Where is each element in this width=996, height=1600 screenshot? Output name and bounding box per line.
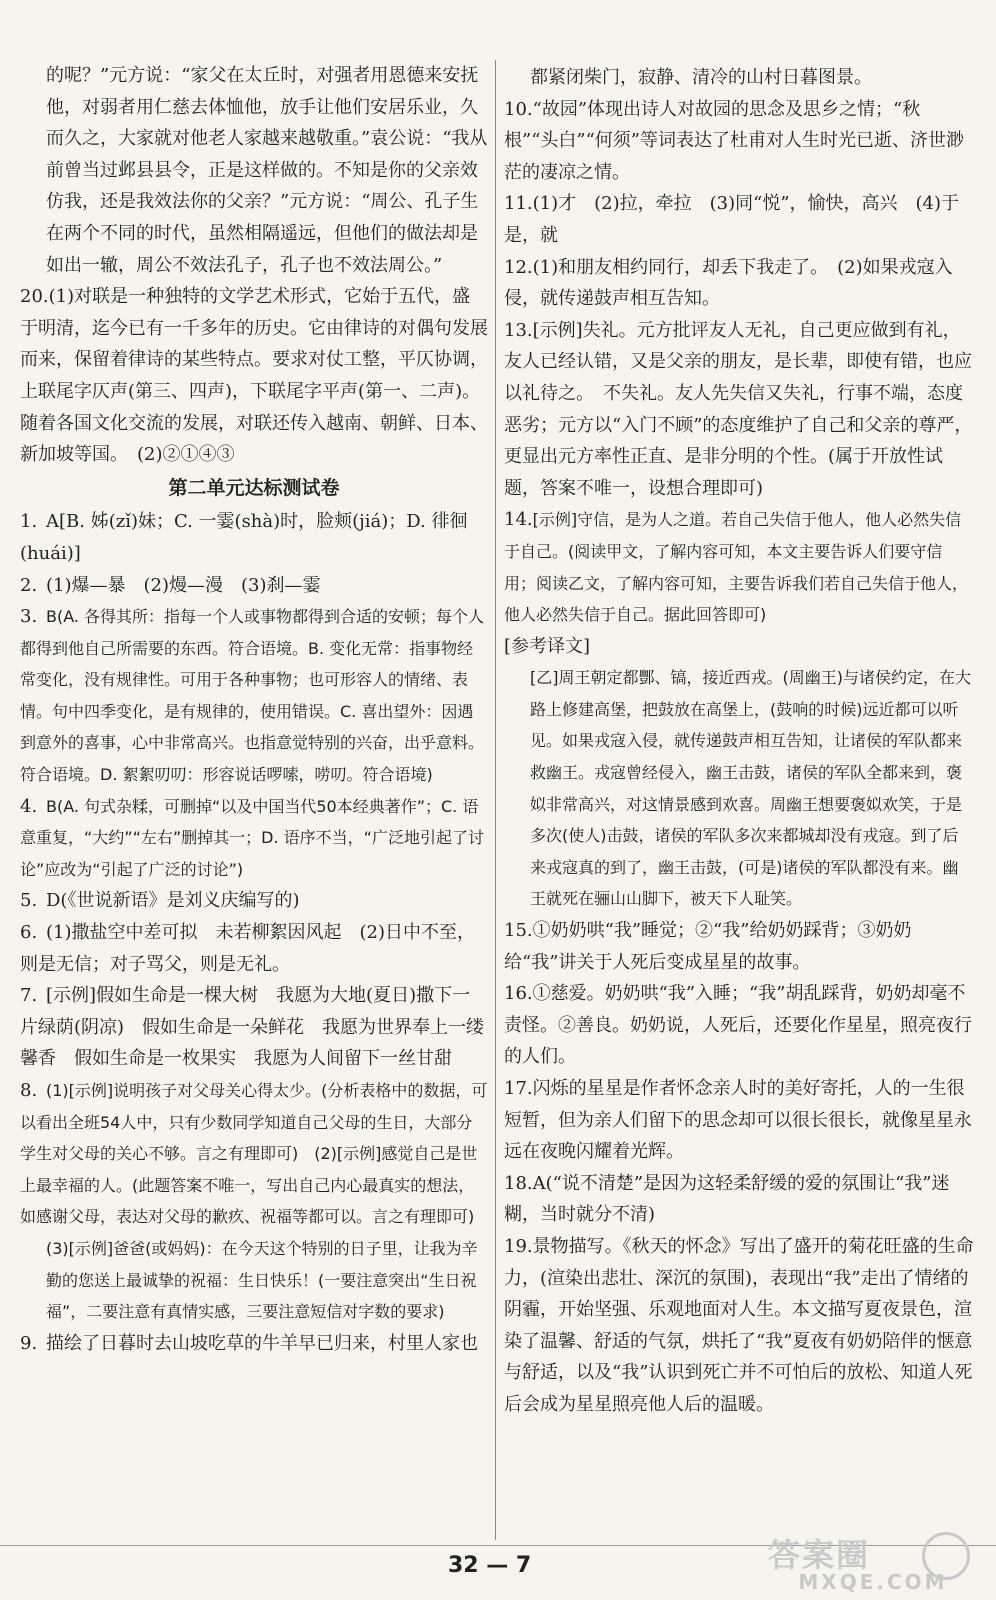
answer-text: A[B. 姊(zǐ)妹；C. 一霎(shà)时，脸颊(jiá)；D. 徘徊(huái)] [20, 511, 468, 564]
answer-text: (1)和朋友相约同行，却丢下我走了。 (2)如果戎寇入侵，就传递鼓声相互告知。 [504, 256, 953, 310]
item-number: 8. [20, 1080, 38, 1101]
answer-item [20, 1233, 488, 1328]
answer-text: (1)[示例]说明孩子对父母关心得太少。(分析表格中的数据，可以看出全班54人中，只有少数同学知道自己父母的生日，大部分学生对父母的关心不够。言之有理即可) (2)[示例]感觉自己是世上最幸福的人。(此题答案不唯一，写出自己内心最真实的想法，如感谢父母，表达对父母的歉疚、祝福等都可以。言之有理即可) [20, 1081, 488, 1227]
answer-item [504, 504, 974, 630]
answer-item [504, 1231, 974, 1421]
item-number: 13. [504, 319, 533, 341]
page-number: 32 — 7 [448, 1553, 532, 1578]
answer-text: (1)才 (2)拉，牵拉 (3)同“悦”，愉快，高兴 (4)于是，就 [504, 193, 960, 246]
column-divider [495, 60, 496, 1540]
answer-item [20, 601, 488, 791]
answer-text: B(A. 各得其所：指每一个人或事物都得到合适的安顿；每个人都得到他自己所需要的东西。符合语境。B. 变化无常：指事物经常变化，没有规律性。可用于各种事物；也可形容人的情绪、表情。句中四季变化，是有规律的，使用错误。C. 喜出望外：因遇到意外的喜事，心中非常高兴。也指意觉特别的兴奋，出乎意料。符合语境。D. 絮絮叨叨：形容说话啰嗦，唠叨。符合语境) [20, 607, 485, 785]
answer-text: ①奶奶哄“我”睡觉；②“我”给奶奶踩背；③奶奶给“我”讲关于人死后变成星星的故事。 [504, 920, 912, 973]
answer-text: 景物描写。《秋天的怀念》写出了盛开的菊花旺盛的生命力，(渲染出悲壮、深沉的氛围)，表现出“我”走出了情绪的阴霾，开始坚强、乐观地面对人生。本文描写夏夜景色，渲染了温馨、舒适的气氛，烘托了“我”夏夜有奶奶陪伴的惬意与舒适，以及“我”认识到死亡并不可怕后的放松、知道人死后会成为星星照亮他人后的温暖。 [504, 1235, 974, 1415]
answer-text: [示例]守信，是为人之道。若自己失信于他人，他人必然失信于自己。(阅读甲文，了解内容可知，本文主要告诉人们要守信用；阅读乙文，了解内容可知，主要告诉我们若自己失信于他人，他人必然失信于自己。据此回答即可) [504, 510, 969, 625]
item-number: 11. [504, 193, 533, 215]
answer-text: 都紧闭柴门，寂静、清冷的山村日暮图景。 [530, 67, 872, 88]
answer-text: ①慈爱。奶奶哄“我”入睡；“我”胡乱踩背，奶奶却毫不责怪。②善良。奶奶说，人死后，还要化作星星，照亮夜行的人们。 [504, 983, 972, 1068]
watermark-text: 答案圈 [768, 1536, 871, 1574]
answer-item [20, 885, 488, 917]
answer-item [504, 62, 974, 94]
answer-item [20, 506, 488, 569]
item-number: 20. [20, 286, 49, 308]
translation-heading: [参考译文] [504, 635, 591, 657]
answer-text: B(A. 句式杂糅，可删掉“以及中国当代50本经典著作”；C. 语意重复，“大约”“左右”删掉其一；D. 语序不当，“广泛地引起了讨论”应改为“引起了广泛的讨论”) [20, 796, 484, 879]
item-number: 9. [20, 1332, 38, 1354]
item-number: 17. [504, 1078, 533, 1099]
answer-item [20, 1075, 488, 1233]
item-number: 18. [504, 1172, 533, 1194]
watermark-url: MXQE.COM [798, 1570, 948, 1594]
answer-text: D(《世说新语》是刘义庆编写的) [46, 890, 300, 912]
item-number: 15. [504, 920, 533, 942]
answer-text: A(“说不清楚”是因为这轻柔舒缓的爱的氛围让“我”迷糊，当时就分不清) [504, 1172, 950, 1226]
watermark-circle-icon [922, 1532, 970, 1580]
answer-text: [示例]失礼。元方批评友人无礼，自己更应做到有礼，友人已经认错，又是父亲的朋友，是长辈，即使有错，也应以礼待之。 不失礼。友人先失信又失礼，行事不端，态度恶劣；元方以“入门不顾”的态度维护了自己和父亲的尊严，更显出元方率性正直、是非分明的个性。(属于开放性试题，答案不唯一，设想合理即可) [504, 319, 973, 499]
answer-item [504, 978, 974, 1073]
watermark-logo [768, 1530, 978, 1592]
answer-text: 的呢？”元方说：“家父在太丘时，对强者用恩德来安抚他，对弱者用仁慈去体恤他，放手让他们安居乐业，久而久之，大家就对他老人家越来越敬重。”袁公说：“我从前曾当过邺县县令，正是这样做的。不知是你的父亲效仿我，还是我效法你的父亲？”元方说：“周公、孔子生在两个不同的时代，虽然相隔遥远，但他们的做法却是如出一辙，周公不效法孔子，孔子也不效法周公。” [46, 65, 488, 276]
answer-item [20, 281, 488, 471]
item-number: 1. [20, 511, 38, 533]
item-number: 7. [20, 985, 38, 1007]
answer-item [20, 570, 488, 602]
item-number: 4. [20, 795, 38, 817]
answer-item [504, 315, 974, 505]
item-number: 14. [504, 509, 533, 531]
item-number: 6. [20, 922, 38, 944]
answer-text: (3)[示例]爸爸(或妈妈)：在今天这个特别的日子里，让我为辛勤的您送上最诚挚的祝福：生日快乐！(一要注意突出“生日祝福”，二要注意有真情实感，三要注意短信对字数的要求) [46, 1238, 478, 1322]
answer-item [20, 60, 488, 281]
answer-text: 闪烁的星星是作者怀念亲人时的美好寄托，人的一生很短暂，但为亲人们留下的思念却可以很长很长，就像星星永远在夜晚闪耀着光辉。 [504, 1078, 972, 1163]
item-number: 19. [504, 1235, 533, 1257]
answer-item [504, 1073, 974, 1168]
answer-item [504, 252, 974, 315]
item-number: 12. [504, 256, 533, 278]
item-number: 5. [20, 890, 38, 912]
answer-item [504, 94, 974, 189]
item-number: 10. [504, 98, 533, 120]
answer-text: 描绘了日暮时去山坡吃草的牛羊早已归来，村里人家也 [46, 1332, 478, 1354]
item-number: 2. [20, 574, 38, 596]
item-number: 16. [504, 983, 533, 1005]
translation-text: [乙]周王朝定都酆、镐，接近西戎。(周幽王)与诸侯约定，在大路上修建高堡，把鼓放在高堡上，(鼓响的时候)远近都可以听见。如果戎寇入侵，就传递鼓声相互告知，让诸侯的军队都来救幽王。戎寇曾经侵入，幽王击鼓，诸侯的军队全都来到，褒姒非常高兴，对这情景感到欢喜。周幽王想要褒姒欢笑，于是多次(使人)击鼓，诸侯的军队多次来都城却没有戎寇。到了后来戎寇真的到了，幽王击鼓，(可是)诸侯的军队都没有来。幽王就死在骊山山脚下，被天下人耻笑。 [530, 668, 971, 909]
answer-text: (1)爆—暴 (2)熳—漫 (3)刹—霎 [46, 574, 321, 596]
answer-item [20, 917, 488, 980]
answer-item [20, 791, 488, 886]
answer-text: “故园”体现出诗人对故园的思念及思乡之情；“秋根”“头白”“何须”等词表达了杜甫对人生时光已逝、济世渺茫的凄凉之情。 [504, 98, 965, 183]
answer-item [20, 980, 488, 1075]
right-column [504, 62, 974, 1421]
left-column [20, 60, 488, 1359]
answer-text: (1)撒盐空中差可拟 未若柳絮因风起 (2)日中不至，则是无信；对子骂父，则是无礼。 [20, 922, 475, 975]
answer-item [20, 1328, 488, 1360]
answer-text: (1)对联是一种独特的文学艺术形式，它始于五代，盛于明清，迄今已有一千多年的历史。它由律诗的对偶句发展而来，保留着律诗的某些特点。要求对仗工整，平仄协调，上联尾字仄声(第三、四声)，下联尾字平声(第一、二声)。随着各国文化交流的发展，对联还传入越南、朝鲜、日本、新加坡等国。 (2)②①④③ [20, 286, 488, 466]
section-title: 第二单元达标测试卷 [168, 476, 340, 499]
answer-text: [示例]假如生命是一棵大树 我愿为大地(夏日)撒下一片绿荫(阴凉) 假如生命是一朵鲜花 我愿为世界奉上一缕馨香 假如生命是一枚果实 我愿为人间留下一丝甘甜 [20, 985, 485, 1070]
answer-item [504, 1168, 974, 1231]
answer-item [504, 915, 974, 978]
item-number: 3. [20, 606, 38, 628]
answer-item [504, 188, 974, 251]
